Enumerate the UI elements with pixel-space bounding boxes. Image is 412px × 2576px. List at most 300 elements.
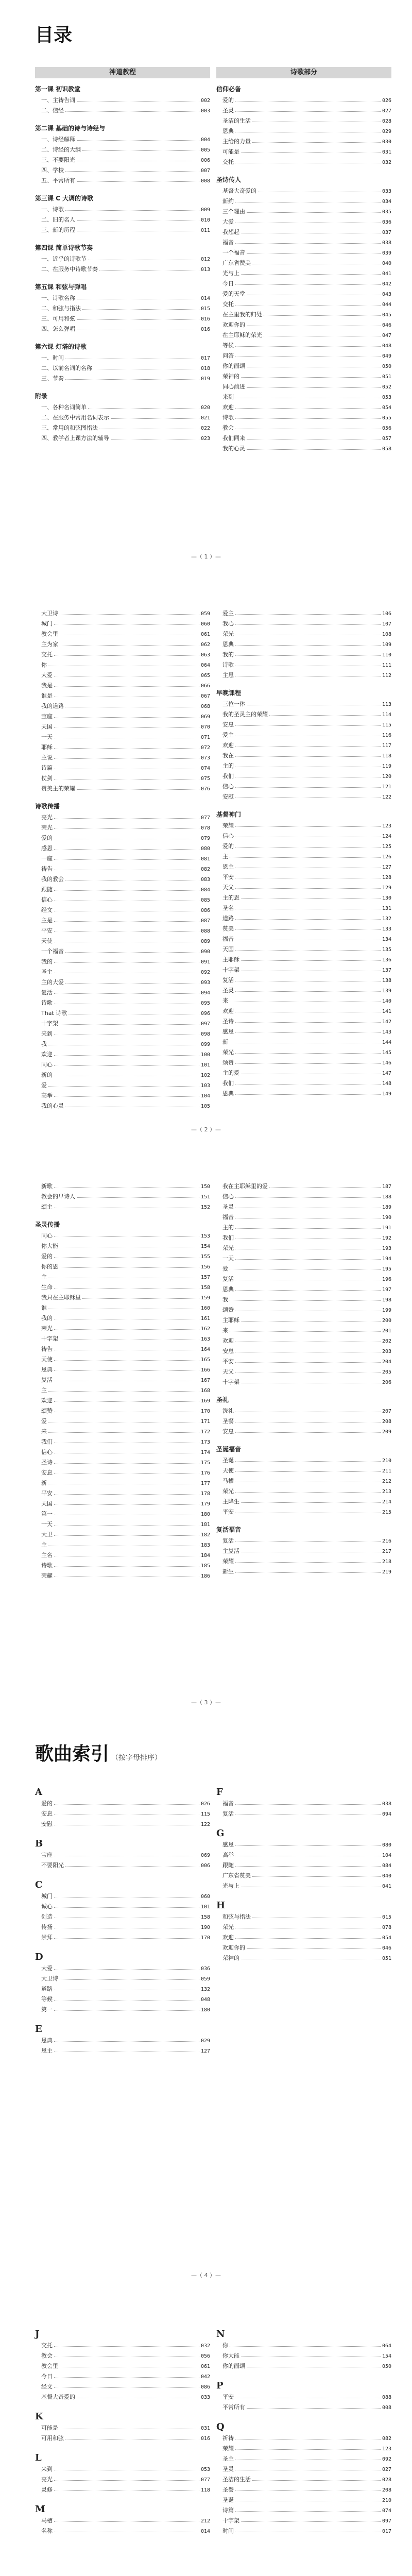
toc-entry[interactable]: [216, 434, 391, 444]
toc-entry[interactable]: [216, 731, 391, 741]
toc-entry[interactable]: [216, 1048, 391, 1058]
toc-entry[interactable]: [216, 1417, 391, 1427]
toc-entry[interactable]: [35, 1314, 210, 1324]
toc-entry[interactable]: [35, 854, 210, 865]
toc-entry[interactable]: [35, 865, 210, 875]
toc-entry[interactable]: [35, 1437, 210, 1448]
spacer: [35, 335, 210, 342]
toc-entry[interactable]: [35, 630, 210, 640]
toc-entry[interactable]: [216, 1851, 391, 1861]
toc-entry[interactable]: [216, 2444, 391, 2454]
toc-entry[interactable]: [35, 671, 210, 681]
toc-entry[interactable]: [35, 434, 210, 444]
toc-entry[interactable]: [35, 1252, 210, 1262]
toc-entry[interactable]: [216, 751, 391, 761]
toc-entry[interactable]: [216, 207, 391, 217]
toc-entry[interactable]: [216, 1336, 391, 1347]
toc-entry[interactable]: [216, 1367, 391, 1378]
dot-leader: [235, 1845, 381, 1846]
toc-entry[interactable]: [35, 1799, 210, 1809]
toc-entry[interactable]: [216, 852, 391, 862]
toc-entry[interactable]: [216, 393, 391, 403]
toc-entry[interactable]: [216, 351, 391, 362]
entry-title: 诗歌: [222, 662, 234, 668]
toc-entry[interactable]: [35, 1561, 210, 1571]
toc-entry[interactable]: [216, 873, 391, 883]
toc-entry[interactable]: [216, 238, 391, 248]
toc-entry[interactable]: [35, 1273, 210, 1283]
toc-entry[interactable]: [216, 248, 391, 259]
toc-entry[interactable]: [216, 2506, 391, 2516]
toc-entry[interactable]: [35, 1293, 210, 1303]
toc-entry[interactable]: [216, 1799, 391, 1809]
dot-leader: [235, 1541, 381, 1542]
toc-entry[interactable]: [35, 364, 210, 374]
toc-entry[interactable]: [35, 2475, 210, 2485]
toc-entry[interactable]: [35, 1324, 210, 1334]
toc-entry[interactable]: [35, 1902, 210, 1912]
toc-entry[interactable]: [216, 2527, 391, 2537]
toc-entry[interactable]: [216, 914, 391, 924]
toc-entry[interactable]: [216, 1357, 391, 1367]
toc-entry[interactable]: [35, 1192, 210, 1202]
toc-entry[interactable]: [35, 619, 210, 630]
page-number: 041: [382, 271, 391, 277]
dot-leader: [252, 2480, 381, 2481]
toc-entry[interactable]: [216, 1427, 391, 1437]
toc-entry[interactable]: [35, 978, 210, 988]
toc-entry[interactable]: [216, 1861, 391, 1871]
toc-entry[interactable]: [216, 761, 391, 772]
toc-entry[interactable]: [35, 2351, 210, 2362]
toc-entry[interactable]: [216, 1809, 391, 1820]
toc-entry[interactable]: [216, 300, 391, 310]
toc-entry[interactable]: [35, 1091, 210, 1101]
toc-entry[interactable]: [35, 774, 210, 784]
toc-entry[interactable]: [216, 1326, 391, 1336]
toc-entry[interactable]: [35, 1448, 210, 1458]
toc-entry[interactable]: [216, 137, 391, 147]
toc-entry[interactable]: [35, 1540, 210, 1551]
toc-entry[interactable]: [35, 764, 210, 774]
toc-entry[interactable]: [35, 947, 210, 957]
toc-entry[interactable]: [216, 609, 391, 619]
toc-entry[interactable]: [35, 1985, 210, 1995]
toc-entry[interactable]: [35, 1489, 210, 1499]
toc-entry[interactable]: [35, 1386, 210, 1396]
toc-entry[interactable]: [216, 310, 391, 320]
toc-entry[interactable]: [216, 279, 391, 290]
toc-entry[interactable]: [216, 1497, 391, 1507]
toc-entry[interactable]: [35, 834, 210, 844]
toc-entry[interactable]: [35, 166, 210, 176]
spacer: [35, 116, 210, 124]
toc-entry[interactable]: [216, 986, 391, 996]
toc-entry[interactable]: [35, 2393, 210, 2403]
toc-entry[interactable]: [216, 1477, 391, 1487]
toc-entry[interactable]: [216, 2454, 391, 2465]
dot-leader: [54, 1938, 199, 1939]
page-number: 083: [200, 877, 210, 883]
toc-entry[interactable]: [35, 1995, 210, 2005]
toc-entry[interactable]: [216, 1079, 391, 1089]
toc-entry[interactable]: [35, 609, 210, 619]
toc-entry[interactable]: [35, 1820, 210, 1830]
toc-entry[interactable]: [35, 895, 210, 906]
toc-entry[interactable]: [35, 1851, 210, 1861]
toc-entry[interactable]: [216, 862, 391, 873]
page-number: 048: [200, 1997, 210, 2003]
toc-entry[interactable]: [35, 374, 210, 384]
toc-entry[interactable]: [216, 883, 391, 893]
toc-entry[interactable]: [216, 772, 391, 782]
toc-entry[interactable]: [35, 1050, 210, 1060]
toc-entry[interactable]: [216, 413, 391, 423]
toc-entry[interactable]: [216, 893, 391, 904]
toc-entry[interactable]: [35, 1406, 210, 1417]
toc-entry[interactable]: [216, 842, 391, 852]
toc-entry[interactable]: [35, 957, 210, 968]
toc-entry[interactable]: [216, 2403, 391, 2413]
toc-entry[interactable]: [35, 413, 210, 423]
toc-entry[interactable]: [216, 660, 391, 671]
toc-entry[interactable]: [216, 1871, 391, 1882]
toc-entry[interactable]: [35, 215, 210, 226]
toc-entry[interactable]: [216, 1347, 391, 1357]
toc-entry[interactable]: [216, 2341, 391, 2351]
page-number: 020: [200, 405, 210, 411]
toc-entry[interactable]: [35, 1571, 210, 1582]
toc-entry[interactable]: [35, 1202, 210, 1213]
toc-entry[interactable]: [216, 1536, 391, 1547]
toc-entry[interactable]: [35, 2424, 210, 2434]
toc-entry[interactable]: [35, 702, 210, 712]
toc-entry[interactable]: [216, 127, 391, 137]
toc-entry[interactable]: [216, 1456, 391, 1466]
toc-entry[interactable]: [216, 1840, 391, 1851]
toc-entry[interactable]: [35, 784, 210, 794]
toc-entry[interactable]: [216, 1192, 391, 1202]
toc-entry[interactable]: [35, 753, 210, 764]
toc-entry[interactable]: [216, 2434, 391, 2444]
toc-entry[interactable]: [216, 259, 391, 269]
toc-entry[interactable]: [216, 1233, 391, 1244]
toc-entry[interactable]: [216, 331, 391, 341]
toc-entry[interactable]: [35, 1912, 210, 1923]
toc-entry[interactable]: [216, 1007, 391, 1017]
toc-entry[interactable]: [35, 885, 210, 895]
toc-entry[interactable]: [216, 2516, 391, 2527]
toc-entry[interactable]: [35, 2005, 210, 2015]
toc-entry[interactable]: [216, 1923, 391, 1933]
toc-entry[interactable]: [216, 1069, 391, 1079]
toc-entry[interactable]: [35, 1551, 210, 1561]
toc-entry[interactable]: [35, 1303, 210, 1314]
toc-entry[interactable]: [216, 1378, 391, 1388]
toc-entry[interactable]: [216, 1567, 391, 1578]
toc-entry[interactable]: [216, 976, 391, 986]
toc-entry[interactable]: [35, 1809, 210, 1820]
toc-entry[interactable]: [216, 1202, 391, 1213]
toc-entry[interactable]: [216, 106, 391, 116]
toc-entry[interactable]: [216, 1466, 391, 1477]
toc-entry[interactable]: [216, 792, 391, 803]
toc-entry[interactable]: [35, 998, 210, 1009]
toc-entry[interactable]: [216, 187, 391, 197]
toc-entry[interactable]: [216, 269, 391, 279]
toc-entry[interactable]: [216, 965, 391, 976]
toc-entry[interactable]: [216, 619, 391, 630]
toc-entry[interactable]: [216, 821, 391, 832]
toc-entry[interactable]: [35, 1396, 210, 1406]
toc-entry[interactable]: [35, 1530, 210, 1540]
toc-entry[interactable]: [35, 1345, 210, 1355]
toc-entry[interactable]: [35, 403, 210, 413]
toc-entry[interactable]: [216, 1547, 391, 1557]
toc-entry[interactable]: [35, 681, 210, 691]
toc-entry[interactable]: [216, 1912, 391, 1923]
toc-entry[interactable]: [216, 382, 391, 393]
toc-entry[interactable]: [35, 875, 210, 885]
toc-entry[interactable]: [216, 1295, 391, 1306]
entry-title: 圣名: [222, 905, 234, 911]
toc-entry[interactable]: [216, 96, 391, 106]
toc-entry[interactable]: [35, 2362, 210, 2372]
toc-entry[interactable]: [216, 935, 391, 945]
toc-entry[interactable]: [216, 710, 391, 720]
toc-entry[interactable]: [216, 996, 391, 1007]
toc-entry[interactable]: [216, 720, 391, 731]
toc-entry[interactable]: [216, 2485, 391, 2496]
toc-entry[interactable]: [35, 1892, 210, 1902]
toc-entry[interactable]: [216, 832, 391, 842]
toc-entry[interactable]: [35, 1365, 210, 1376]
toc-entry[interactable]: [35, 1009, 210, 1019]
toc-entry[interactable]: [216, 1213, 391, 1223]
toc-entry[interactable]: [216, 1027, 391, 1038]
toc-entry[interactable]: [216, 2393, 391, 2403]
toc-entry[interactable]: [216, 741, 391, 751]
toc-entry[interactable]: [216, 1275, 391, 1285]
toc-entry[interactable]: [35, 1283, 210, 1293]
toc-entry[interactable]: [35, 1520, 210, 1530]
toc-entry[interactable]: [35, 1376, 210, 1386]
toc-entry[interactable]: [35, 156, 210, 166]
toc-entry[interactable]: [35, 304, 210, 314]
toc-entry[interactable]: [35, 1101, 210, 1112]
toc-entry[interactable]: [216, 1933, 391, 1943]
toc-entry[interactable]: [216, 1089, 391, 1099]
toc-entry[interactable]: [216, 904, 391, 914]
toc-entry[interactable]: [35, 1182, 210, 1192]
toc-entry[interactable]: [35, 1964, 210, 1974]
toc-entry[interactable]: [35, 813, 210, 823]
toc-entry[interactable]: [35, 1458, 210, 1468]
toc-entry[interactable]: [35, 353, 210, 364]
toc-entry[interactable]: [35, 1933, 210, 1943]
toc-entry[interactable]: [35, 1071, 210, 1081]
entry-title: 在主耶稣的荣光: [222, 332, 262, 338]
toc-entry[interactable]: [216, 1017, 391, 1027]
entry-title: 感恩: [41, 845, 53, 852]
toc-entry[interactable]: [35, 1499, 210, 1510]
toc-entry[interactable]: [35, 906, 210, 916]
toc-entry[interactable]: [35, 1242, 210, 1252]
toc-entry[interactable]: [35, 325, 210, 335]
toc-entry[interactable]: [35, 135, 210, 145]
page-number: 139: [382, 988, 391, 994]
toc-entry[interactable]: [35, 2382, 210, 2393]
toc-entry[interactable]: [216, 2475, 391, 2485]
toc-entry[interactable]: [35, 823, 210, 834]
toc-entry[interactable]: [216, 1557, 391, 1567]
toc-entry[interactable]: [35, 1262, 210, 1273]
toc-entry[interactable]: [35, 2341, 210, 2351]
toc-entry[interactable]: [216, 1058, 391, 1069]
toc-entry[interactable]: [35, 265, 210, 275]
toc-entry[interactable]: [216, 217, 391, 228]
toc-entry[interactable]: [35, 722, 210, 733]
page-number: 213: [382, 1489, 391, 1495]
toc-entry[interactable]: [35, 1861, 210, 1871]
page-number: 177: [200, 1481, 210, 1486]
toc-entry[interactable]: [216, 1254, 391, 1264]
toc-entry[interactable]: [35, 1334, 210, 1345]
toc-entry[interactable]: [35, 106, 210, 116]
toc-entry[interactable]: [35, 1417, 210, 1427]
toc-entry[interactable]: [35, 650, 210, 660]
toc-entry[interactable]: [35, 733, 210, 743]
toc-entry[interactable]: [35, 255, 210, 265]
toc-entry[interactable]: [35, 2434, 210, 2444]
toc-entry[interactable]: [35, 294, 210, 304]
toc-entry[interactable]: [35, 968, 210, 978]
toc-entry[interactable]: [216, 630, 391, 640]
toc-entry[interactable]: [35, 1510, 210, 1520]
page-number: 212: [382, 1479, 391, 1484]
toc-entry[interactable]: [216, 1943, 391, 1954]
toc-entry[interactable]: [35, 2465, 210, 2475]
toc-entry[interactable]: [35, 712, 210, 722]
toc-entry[interactable]: [216, 1882, 391, 1892]
dot-leader: [235, 111, 381, 112]
toc-entry[interactable]: [216, 650, 391, 660]
toc-entry[interactable]: [35, 2527, 210, 2537]
toc-entry[interactable]: [35, 937, 210, 947]
toc-entry[interactable]: [216, 228, 391, 238]
toc-entry[interactable]: [216, 423, 391, 434]
toc-entry[interactable]: [216, 2362, 391, 2372]
toc-entry[interactable]: [35, 1427, 210, 1437]
toc-entry[interactable]: [216, 1182, 391, 1192]
toc-entry[interactable]: [216, 362, 391, 372]
toc-entry[interactable]: [216, 158, 391, 168]
toc-entry[interactable]: [35, 743, 210, 753]
toc-entry[interactable]: [35, 176, 210, 187]
toc-entry[interactable]: [35, 1040, 210, 1050]
dot-leader: [54, 1525, 199, 1526]
toc-entry[interactable]: [216, 320, 391, 331]
toc-entry[interactable]: [35, 2036, 210, 2046]
toc-entry[interactable]: [216, 290, 391, 300]
toc-entry[interactable]: [216, 1038, 391, 1048]
toc-entry[interactable]: [216, 955, 391, 965]
entry-title: 高举: [41, 1092, 53, 1099]
toc-entry[interactable]: [216, 1954, 391, 1964]
toc-entry[interactable]: [216, 782, 391, 792]
toc-entry[interactable]: [35, 1029, 210, 1040]
toc-entry[interactable]: [216, 1223, 391, 1233]
toc-entry[interactable]: [35, 1479, 210, 1489]
toc-entry[interactable]: [35, 2516, 210, 2527]
toc-entry[interactable]: [35, 844, 210, 854]
toc-entry[interactable]: [35, 1019, 210, 1029]
toc-entry[interactable]: [216, 1306, 391, 1316]
toc-entry[interactable]: [216, 1264, 391, 1275]
toc-entry[interactable]: [35, 1081, 210, 1091]
toc-entry[interactable]: [216, 1507, 391, 1518]
toc-entry[interactable]: [35, 145, 210, 156]
toc-entry[interactable]: [216, 1244, 391, 1254]
toc-entry[interactable]: [216, 700, 391, 710]
toc-entry[interactable]: [216, 147, 391, 158]
toc-entry[interactable]: [35, 314, 210, 325]
toc-entry[interactable]: [35, 691, 210, 702]
toc-entry[interactable]: [216, 671, 391, 681]
page-number: 090: [200, 949, 210, 955]
toc-entry[interactable]: [35, 640, 210, 650]
toc-entry[interactable]: [35, 1468, 210, 1479]
toc-entry[interactable]: [216, 1406, 391, 1417]
toc-entry[interactable]: [35, 1355, 210, 1365]
toc-entry[interactable]: [35, 96, 210, 106]
toc-entry[interactable]: [35, 2046, 210, 2057]
toc-entry[interactable]: [216, 1285, 391, 1295]
toc-entry[interactable]: [35, 988, 210, 998]
entry-title: 谁: [41, 1304, 47, 1311]
toc-entry[interactable]: [35, 1923, 210, 1933]
toc-entry[interactable]: [216, 2351, 391, 2362]
toc-entry[interactable]: [35, 2485, 210, 2496]
toc-entry[interactable]: [216, 197, 391, 207]
entry-title: 第六课 灯塔的诗歌: [35, 343, 87, 350]
toc-entry[interactable]: [216, 444, 391, 454]
toc-entry[interactable]: [216, 116, 391, 127]
toc-entry[interactable]: [35, 1231, 210, 1242]
toc-entry[interactable]: [216, 2496, 391, 2506]
toc-entry[interactable]: [216, 945, 391, 955]
toc-entry[interactable]: [35, 1060, 210, 1071]
toc-entry[interactable]: [216, 341, 391, 351]
page-number: 175: [200, 1460, 210, 1466]
toc-entry[interactable]: [35, 1974, 210, 1985]
toc-entry[interactable]: [216, 2465, 391, 2475]
toc-entry[interactable]: [35, 660, 210, 671]
toc-entry[interactable]: [35, 926, 210, 937]
toc-entry[interactable]: [216, 924, 391, 935]
toc-entry[interactable]: [35, 916, 210, 926]
toc-entry[interactable]: [216, 640, 391, 650]
toc-entry[interactable]: [35, 205, 210, 215]
toc-entry[interactable]: [216, 403, 391, 413]
toc-entry[interactable]: [216, 1487, 391, 1497]
entry-title: 欢迎你的: [222, 1944, 245, 1951]
toc-entry[interactable]: [35, 423, 210, 434]
toc-entry[interactable]: [35, 2372, 210, 2382]
toc-entry[interactable]: [216, 1316, 391, 1326]
toc-entry[interactable]: [216, 372, 391, 382]
toc-entry[interactable]: [35, 226, 210, 236]
